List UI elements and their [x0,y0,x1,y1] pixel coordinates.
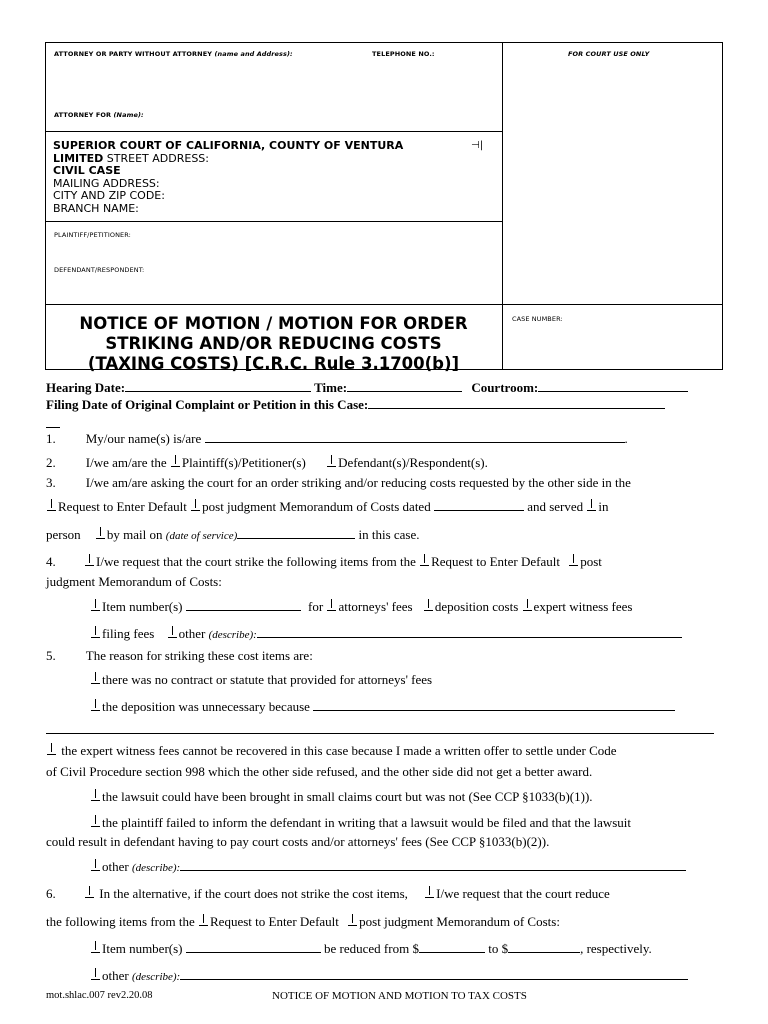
expert-offer-checkbox[interactable] [47,746,56,755]
item-6-line2: the following items from the Request to Enter Default post judgment Memorandum of Costs: [46,914,560,929]
served-in-person-checkbox[interactable] [587,502,596,511]
form-id: mot.shlac.007 rev2.20.08 [46,990,153,1001]
item-2: 2. I/we am/are the Plaintiff(s)/Petitioner(s) Defendant(s)/Respondent(s). [46,455,488,470]
case-number-label: CASE NUMBER: [512,315,563,323]
item-4-line3: Item number(s) for attorneys' fees deposition costs expert witness fees [90,599,632,615]
item-5-line4: the expert witness fees cannot be recovered in this case because I made a written offer to settle under Code [46,743,617,759]
item-6: 6. In the alternative, if the court does not strike the cost items, I/we request that the court reduce [46,886,610,901]
failed-to-inform-checkbox[interactable] [91,818,100,827]
attorney-for-label: ATTORNEY FOR (Name): [54,111,144,119]
reduce-other-checkbox[interactable] [91,971,100,980]
reduce-request-default-checkbox[interactable] [199,917,208,926]
item-5-line6: the lawsuit could have been brought in small claims court but was not (See CCP §1033(b)(1)). [90,789,593,805]
plaintiff-label: PLAINTIFF/PETITIONER: [54,231,131,239]
item-5-line5: of Civil Procedure section 998 which the other side refused, and the other side did not get a better award. [46,764,593,779]
rule [46,427,60,428]
reduce-checkbox[interactable] [425,889,434,898]
strike-request-default-checkbox[interactable] [420,557,429,566]
item-5: 5. The reason for striking these cost items are: [46,648,313,663]
item-5-line9: other (describe): [90,859,686,875]
attorneys-fees-checkbox[interactable] [327,602,336,611]
item-3: 3. I/we am/are asking the court for an order striking and/or reducing costs requested by the other side in the [46,475,631,490]
item-5-line8: could result in defendant having to pay court costs and/or attorneys' fees (See CCP §1033(b)(2)). [46,834,550,849]
served-by-mail-checkbox[interactable] [96,530,105,539]
expert-fees-checkbox[interactable] [523,602,532,611]
reduce-item-number-checkbox[interactable] [91,944,100,953]
item-5-line2: there was no contract or statute that provided for attorneys' fees [90,672,432,688]
caption-rule [45,221,502,222]
filing-date-row: Filing Date of Original Complaint or Petition in this Case: [46,397,665,413]
reduce-post-judgment-checkbox[interactable] [348,917,357,926]
alternative-checkbox[interactable] [85,889,94,898]
item-4: 4. I/we request that the court strike the following items from the Request to Enter Default post [46,554,602,569]
form-title: NOTICE OF MOTION / MOTION FOR ORDER STRIKING AND/OR REDUCING COSTS (TAXING COSTS) [C.R.C. Rule 3.1700(b)] [79,314,468,373]
defendant-checkbox[interactable] [327,458,336,467]
item-number-checkbox[interactable] [91,602,100,611]
deposition-costs-checkbox[interactable] [424,602,433,611]
rule [46,733,714,734]
strike-post-judgment-checkbox[interactable] [569,557,578,566]
telephone-label: TELEPHONE NO.: [372,50,435,58]
attorney-label: ATTORNEY OR PARTY WITHOUT ATTORNEY (name and Address): [54,50,293,58]
court-use-label: FOR COURT USE ONLY [568,50,650,58]
item-6-line4: other (describe): [90,968,688,984]
item-4-line2: judgment Memorandum of Costs: [46,574,222,589]
plaintiff-checkbox[interactable] [171,458,180,467]
no-contract-checkbox[interactable] [91,675,100,684]
item-3-line3: person by mail on (date of service) in this case. [46,527,420,542]
caption-rule [45,131,502,132]
hearing-row: Hearing Date: Time: Courtroom: [46,380,688,396]
deposition-unnecessary-checkbox[interactable] [91,702,100,711]
item-6-line3: Item number(s) be reduced from $ to $ , respectively. [90,941,652,957]
item-3-line2: Request to Enter Default post judgment Memorandum of Costs dated and served in [46,499,609,515]
defendant-label: DEFENDANT/RESPONDENT: [54,266,145,274]
item-1: 1. My/our name(s) is/are . [46,431,628,446]
footer-title: NOTICE OF MOTION AND MOTION TO TAX COSTS [272,990,527,1002]
caption-rule [45,304,723,305]
item-5-line3: the deposition was unnecessary because [90,699,675,715]
other-checkbox[interactable] [168,629,177,638]
item-4-line4: filing fees other (describe): [90,626,682,642]
small-claims-checkbox[interactable] [91,792,100,801]
item-5-line7: the plaintiff failed to inform the defendant in writing that a lawsuit would be filed and that the lawsuit [90,815,631,831]
post-judgment-checkbox[interactable] [191,502,200,511]
filing-fees-checkbox[interactable] [91,629,100,638]
strike-items-checkbox[interactable] [85,557,94,566]
reason-other-checkbox[interactable] [91,862,100,871]
court-block: SUPERIOR COURT OF CALIFORNIA, COUNTY OF VENTURA ⊣| LIMITED STREET ADDRESS: CIVIL CASE MAILING ADDRESS: CITY AND ZIP CODE: BRANCH NAME: [53,139,484,215]
caption-divider [502,42,503,370]
request-default-checkbox[interactable] [47,502,56,511]
